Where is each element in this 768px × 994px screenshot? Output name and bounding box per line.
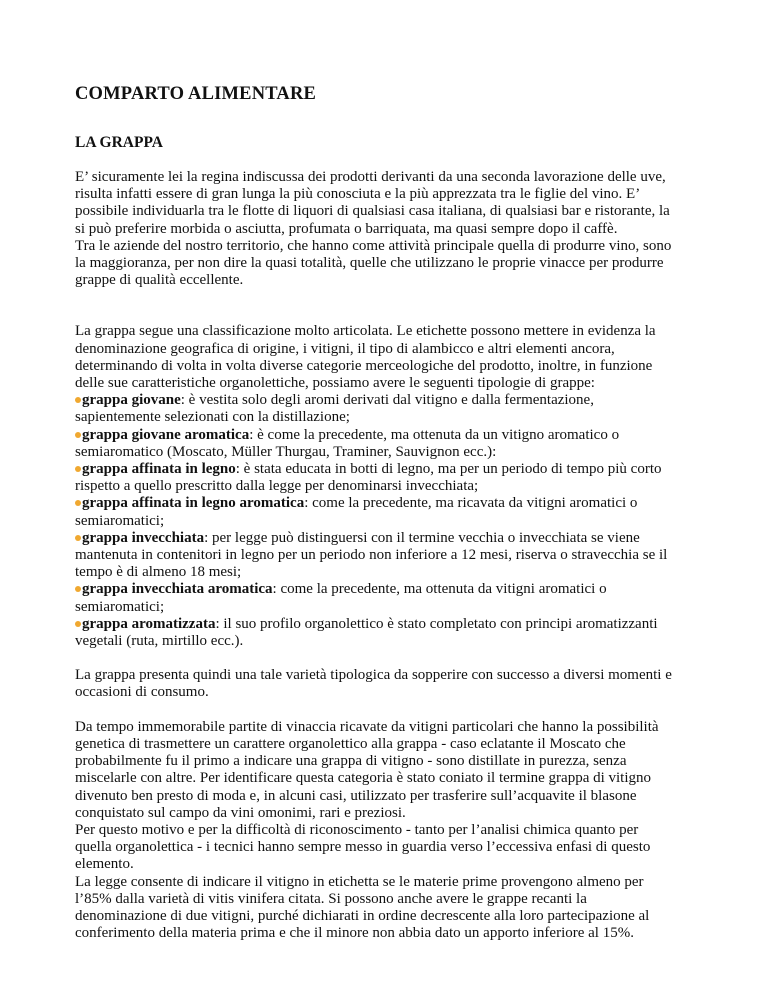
text-line: E’ sicuramente lei la regina indiscussa dei prodotti derivanti da una seconda lavorazione delle uve, (75, 169, 666, 185)
text-line: l’85% dalla varietà di vitis vinifera citata. Si possono anche avere le grappe recanti la (75, 890, 587, 907)
text-line: miscelarle con altre. Per identificare questa categoria è stato coniato il termine grappa di vitigno (75, 770, 652, 787)
text-line: semiaromatico (Moscato, Müller Thurgau, Traminer, Sauvignon ecc.): (75, 443, 497, 460)
text-line: rispetto a quello prescritto dalla legge per denominarsi invecchiata; (75, 478, 479, 495)
text-line: Tra le aziende del nostro territorio, che hanno come attività principale quella di produrre vino, sono (75, 237, 672, 254)
section-title: LA GRAPPA (75, 134, 163, 151)
text-line: Da tempo immemorabile partite di vinaccia ricavate da vitigni particolari che hanno la possibilità (75, 718, 659, 735)
text-line: denominazione di due vitigni, purché dichiarati in ordine decrescente alla loro partecipazione al (75, 907, 650, 924)
text-line: occasioni di consumo. (75, 684, 209, 701)
text-line: si può preferire morbida o asciutta, profumata o barriquata, ma quasi sempre dopo il caffè. (75, 220, 618, 237)
text-line: mantenuta in contenitori in legno per un periodo non inferiore a 12 mesi, riserva o stravecchia se il (75, 547, 668, 564)
list-item: grappa invecchiata: per legge può distinguersi con il termine vecchia o invecchiata se viene (75, 530, 698, 547)
text-line: semiaromatici; (75, 512, 165, 529)
type-name: grappa giovane aromatica (82, 426, 250, 443)
list-item: grappa affinata in legno: è stata educata in botti di legno, ma per un periodo di tempo più corto (75, 461, 698, 478)
text-line: delle sue caratteristiche organolettiche, possiamo avere le seguenti tipologie di grappe: (75, 375, 595, 392)
text-line: quella organolettica - i tecnici hanno sempre messo in guardia verso l’eccessiva enfasi di questo (75, 839, 651, 856)
text-line: La grappa presenta quindi una tale varietà tipologica da sopperire con successo a diversi momenti e (75, 667, 672, 684)
text-line: conquistato sul campo da vini omonimi, rari e preziosi. (75, 804, 406, 821)
bullet-icon (75, 466, 81, 472)
type-name: grappa affinata in legno (82, 461, 236, 478)
text-line: semiaromatici; (75, 598, 165, 615)
page-title: COMPARTO ALIMENTARE (75, 84, 317, 104)
type-name: grappa aromatizzata (82, 615, 216, 632)
text-line: divenuto ben presto di moda e, in alcuni casi, utilizzato per trasferire sull’acquavite il blasone (75, 787, 637, 804)
type-name: grappa invecchiata (82, 529, 205, 546)
text-line: sapientemente selezionati con la distillazione; (75, 409, 350, 426)
list-item: grappa giovane aromatica: è come la precedente, ma ottenuta da un vitigno aromatico o (75, 427, 698, 444)
type-name: grappa affinata in legno aromatica (82, 495, 305, 512)
text-line: probabilmente fu il primo a indicare una grappa di vitigno - sono distillate in purezza, senza (75, 753, 627, 770)
bullet-icon (75, 535, 81, 541)
type-name: grappa giovane (82, 392, 181, 409)
list-item: grappa affinata in legno aromatica: come la precedente, ma ricavata da vitigni aromatici o (75, 495, 698, 512)
bullet-icon (75, 621, 81, 627)
text-line: La grappa segue una classificazione molto articolata. Le etichette possono mettere in evidenza la (75, 323, 656, 340)
variety-paragraph (75, 667, 698, 701)
text-line: possibile individuarla tra le flotte di liquori di qualsiasi casa italiana, di qualsiasi bar e ristorante, la (75, 203, 670, 220)
text-line: La legge consente di indicare il vitigno in etichetta se le materie prime provengono almeno per (75, 873, 644, 890)
classification-paragraph (75, 323, 698, 650)
text-line: conferimento della materia prima e che il minore non abbia dato un apporto inferiore al 15%. (75, 925, 634, 942)
intro-paragraph (75, 169, 698, 289)
text-line: grappe di qualità eccellente. (75, 272, 244, 289)
text-line: denominazione geografica di origine, i vitigni, il tipo di alambicco e altri elementi ancora, (75, 340, 615, 357)
type-name: grappa invecchiata aromatica (82, 581, 273, 598)
list-item: grappa invecchiata aromatica: come la precedente, ma ottenuta da vitigni aromatici o (75, 581, 698, 598)
list-item: grappa aromatizzata: il suo profilo organolettico è stato completato con principi aromatizzanti (75, 616, 698, 633)
text-line: Per questo motivo e per la difficoltà di riconoscimento - tanto per l’analisi chimica quanto per (75, 821, 639, 838)
list-item: grappa giovane: è vestita solo degli aromi derivati dal vitigno e dalla fermentazione, (75, 392, 698, 409)
text-line: la maggioranza, per non dire la quasi totalità, quelle che utilizzano le proprie vinacce per produrre (75, 255, 664, 272)
text-line: tempo è di almeno 18 mesi; (75, 564, 242, 581)
text-line: vegetali (ruta, mirtillo ecc.). (75, 633, 244, 650)
bullet-icon (75, 432, 81, 438)
bullet-icon (75, 500, 81, 506)
text-line: genetica di trasmettere un carattere organolettico alla grappa - caso eclatante il Moscato che (75, 735, 626, 752)
bullet-icon (75, 397, 81, 403)
bullet-icon (75, 586, 81, 592)
vitigno-paragraph (75, 719, 698, 943)
text-line: risulta infatti essere di gran lunga la più conosciuta e la più apprezzata tra le figlie del vino. E’ (75, 186, 641, 203)
text-line: elemento. (75, 856, 134, 873)
text-line: determinando di volta in volta diverse categorie merceologiche del prodotto, inoltre, in funzione (75, 357, 653, 374)
